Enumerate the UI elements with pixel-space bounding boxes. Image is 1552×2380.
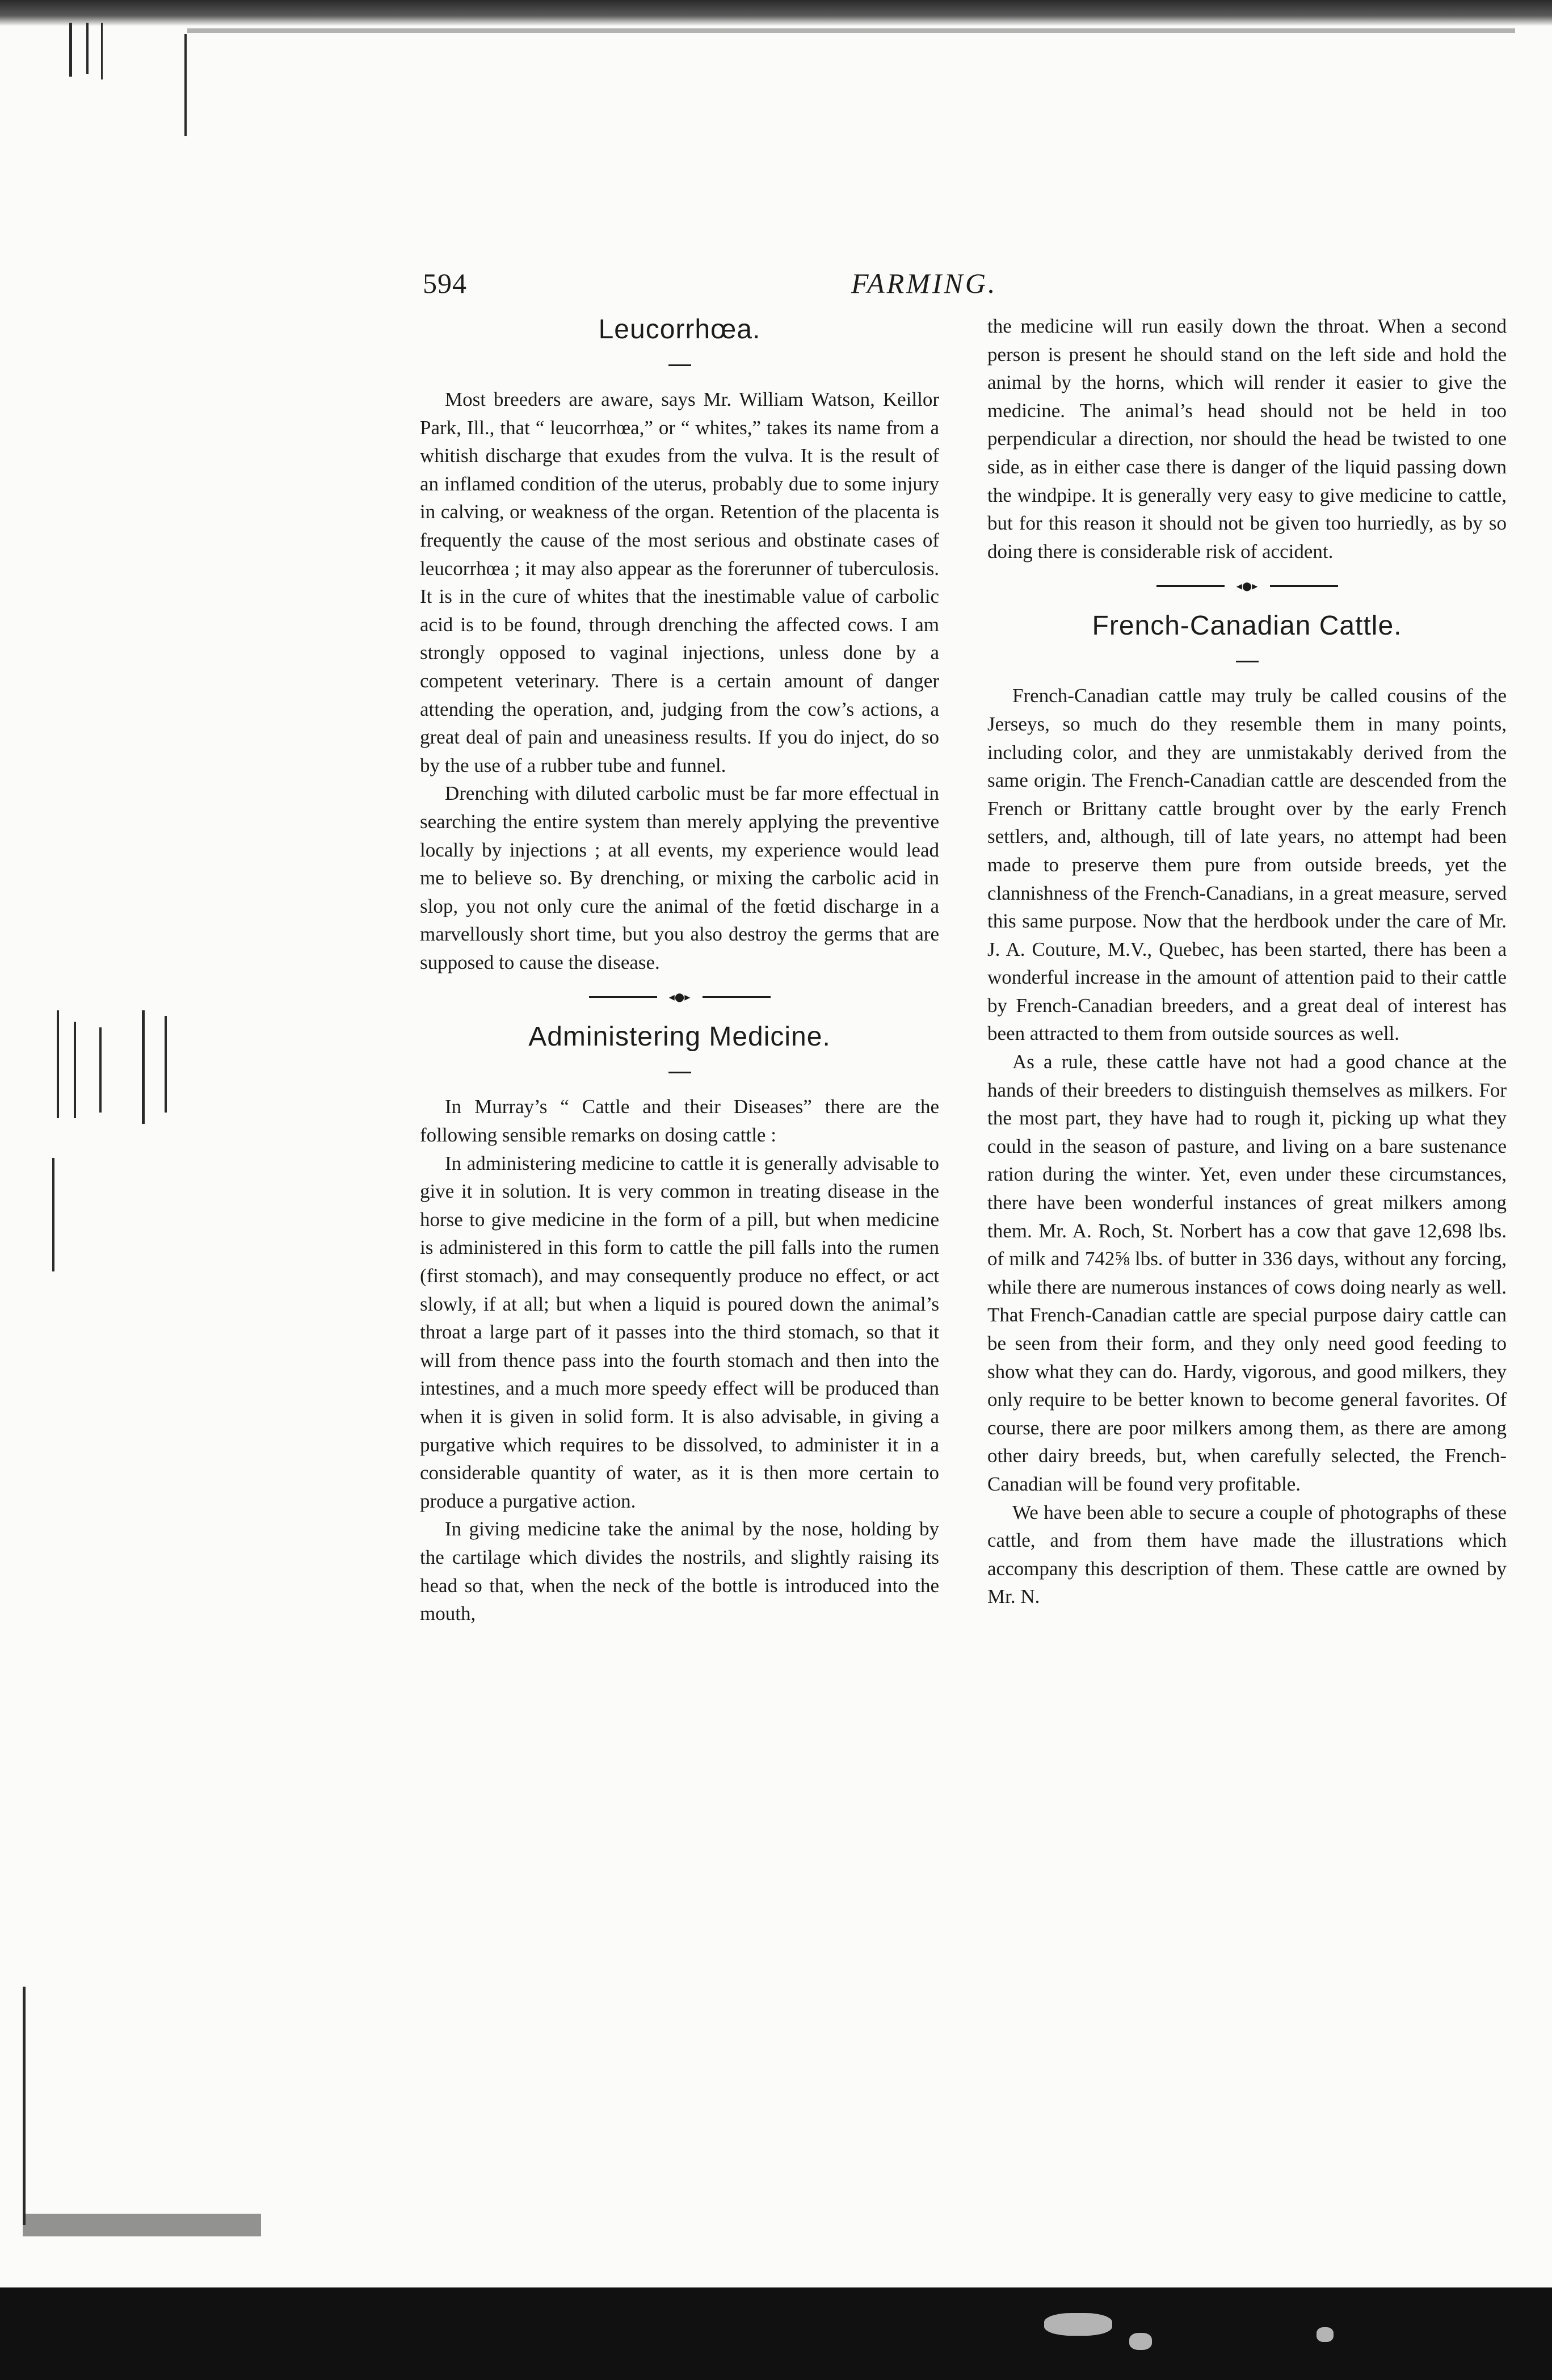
scan-mark: [86, 23, 89, 74]
section-ornament: [589, 991, 771, 1002]
ornament-rule: [1156, 585, 1225, 587]
scan-mark: [23, 2214, 261, 2236]
title-rule: [1236, 661, 1259, 662]
right-column: [987, 312, 1507, 1611]
running-title: FARMING.: [851, 267, 998, 299]
scan-mark: [99, 1027, 102, 1113]
scan-speck: [1317, 2327, 1334, 2342]
scan-mark: [23, 1987, 26, 2225]
paragraph: In Murray’s “ Cattle and their Diseases” there are the following sensible remarks on dosing cattle :: [420, 1095, 939, 1147]
scan-mark: [74, 1022, 76, 1118]
scan-top-scratch: [187, 28, 1515, 33]
scan-mark: [184, 34, 187, 136]
paragraph: Most breeders are aware, says Mr. William Watson, Keillor Park, Ill., that “ leucorrhœa,” or “ whites,” takes its name from a whitish discharge that exudes from the vulva. It is the result of an inflamed condition of the uterus, probably due to some injury in calving, or weakness of the organ. Retention of the placenta is frequently the cause of the most serious and obstinate cases of leucorrhœa ; it may also appear as the forerunner of tuberculosis. It is in the cure of whites that the inestimable value of carbolic acid is to be found, through drenching the affected cows. I am strongly opposed to vaginal injections, unless done by a competent veterinary. There is a certain amount of danger attending the operation, and, judging from the cow’s actions, a great deal of pain and uneasiness results. If you do inject, do so by the use of a rubber tube and funnel.: [420, 388, 939, 776]
paragraph: French-Canadian cattle may truly be called cousins of the Jerseys, so much do they resemble them in many points, including color, and they are unmistakably derived from the same origin. The French-Canadian cattle are descended from the French or Brittany cattle brought over by the early French settlers, and, although, till of late years, no attempt had been made to preserve them pure from outside breeds, yet the clannishness of the French-Canadians, in a great measure, served this same purpose. Now that the herdbook under the care of Mr. J. A. Couture, M.V., Quebec, has been started, there has been a wonderful increase in the amount of attention paid to their cattle by French-Canadian breeders, and a great deal of interest has been attracted to them from outside sources as well.: [987, 685, 1507, 1045]
article-title-administering: Administering Medicine.: [528, 1022, 831, 1052]
paragraph: In administering medicine to cattle it is generally advisable to give it in solution. It is very common in treating disease in the horse to give medicine in the form of a pill, but when medicine is administered in this form to cattle the pill falls into the rumen (first stomach), and may consequently produce no effect, or act slowly, if at all; but when a liquid is poured down the animal’s throat a large part of it passes into the third stomach, so that it will from thence pass into the fourth stomach and then into the intestines, and a much more speedy effect will be produced than when it is given in solid form. It is also advisable, in giving a purgative which requires to be dissolved, to administer it in a considerable quantity of water, as it is then more certain to produce a purgative action.: [420, 1152, 939, 1512]
title-rule: [668, 1072, 691, 1073]
paragraph: In giving medicine take the animal by the nose, holding by the cartilage which divides the nostrils, and slightly raising its head so that, when the neck of the bottle is introduced into the mouth,: [420, 1518, 939, 1625]
scan-mark: [69, 23, 72, 77]
scan-mark: [101, 23, 103, 79]
scan-mark: [165, 1016, 167, 1113]
paragraph: We have been able to secure a couple of photographs of these cattle, and from them have made the illustrations which accompany this description of them. These cattle are owned by Mr. N.: [987, 1501, 1507, 1608]
paragraph-continuation: the medicine will run easily down the throat. When a second person is present he should stand on the left side and hold the animal by the horns, which will render it easier to give the medicine. The animal’s head should not be held in too perpendicular a direction, nor should the head be twisted to one side, as in either case there is danger of the liquid passing down the windpipe. It is generally very easy to give medicine to cattle, but for this reason it should not be given too hurriedly, as by so doing there is considerable risk of accident.: [987, 315, 1507, 563]
scan-top-edge: [0, 0, 1552, 26]
section-ornament: [1156, 580, 1338, 591]
scan-mark: [142, 1010, 145, 1124]
ornament-rule: [1270, 585, 1338, 587]
scan-speck: [1044, 2313, 1112, 2336]
ornament-glyph: ◂●▸: [668, 990, 691, 1004]
scan-mark: [52, 1158, 54, 1271]
paragraph: As a rule, these cattle have not had a good chance at the hands of their breeders to distinguish themselves as milkers. For the most part, they have had to rough it, picking up what they could in the season of pasture, and living on a bare sustenance ration during the winter. Yet, even under these circumstances, there have been wonderful instances of great milkers among them. Mr. A. Roch, St. Norbert has a cow that gave 12,698 lbs. of milk and 742⅝ lbs. of butter in 336 days, without any forcing, while there are numerous instances of cows doing nearly as well. That French-Canadian cattle are special purpose dairy cattle can be seen from their form, and they only need good feeding to show what they can do. Hardy, vigorous, and good milkers, they only require to be better known to become general favorites. Of course, there are poor milkers among them, as there are among other dairy breeds, but, when carefully selected, the French-Canadian will be found very profitable.: [987, 1051, 1507, 1495]
scan-mark: [57, 1010, 59, 1118]
ornament-rule: [589, 996, 657, 998]
ornament-glyph: ◂●▸: [1236, 579, 1258, 593]
title-rule: [668, 364, 691, 366]
paragraph: Drenching with diluted carbolic must be far more effectual in searching the entire system than merely applying the preventive locally by injections ; at all events, my experience would lead me to believe so. By drenching, or mixing the carbolic acid in slop, you not only cure the animal of the fœtid discharge in a marvellously short time, but you also destroy the germs that are supposed to cause the disease.: [420, 782, 939, 973]
scan-speck: [1129, 2333, 1152, 2350]
left-column: [420, 312, 939, 1628]
article-title-leucorrhoea: Leucorrhœa.: [598, 314, 761, 345]
page-number: 594: [423, 267, 467, 299]
article-title-french-canadian: French-Canadian Cattle.: [1092, 611, 1402, 641]
scan-bottom-edge: [0, 2287, 1552, 2380]
ornament-rule: [703, 996, 771, 998]
